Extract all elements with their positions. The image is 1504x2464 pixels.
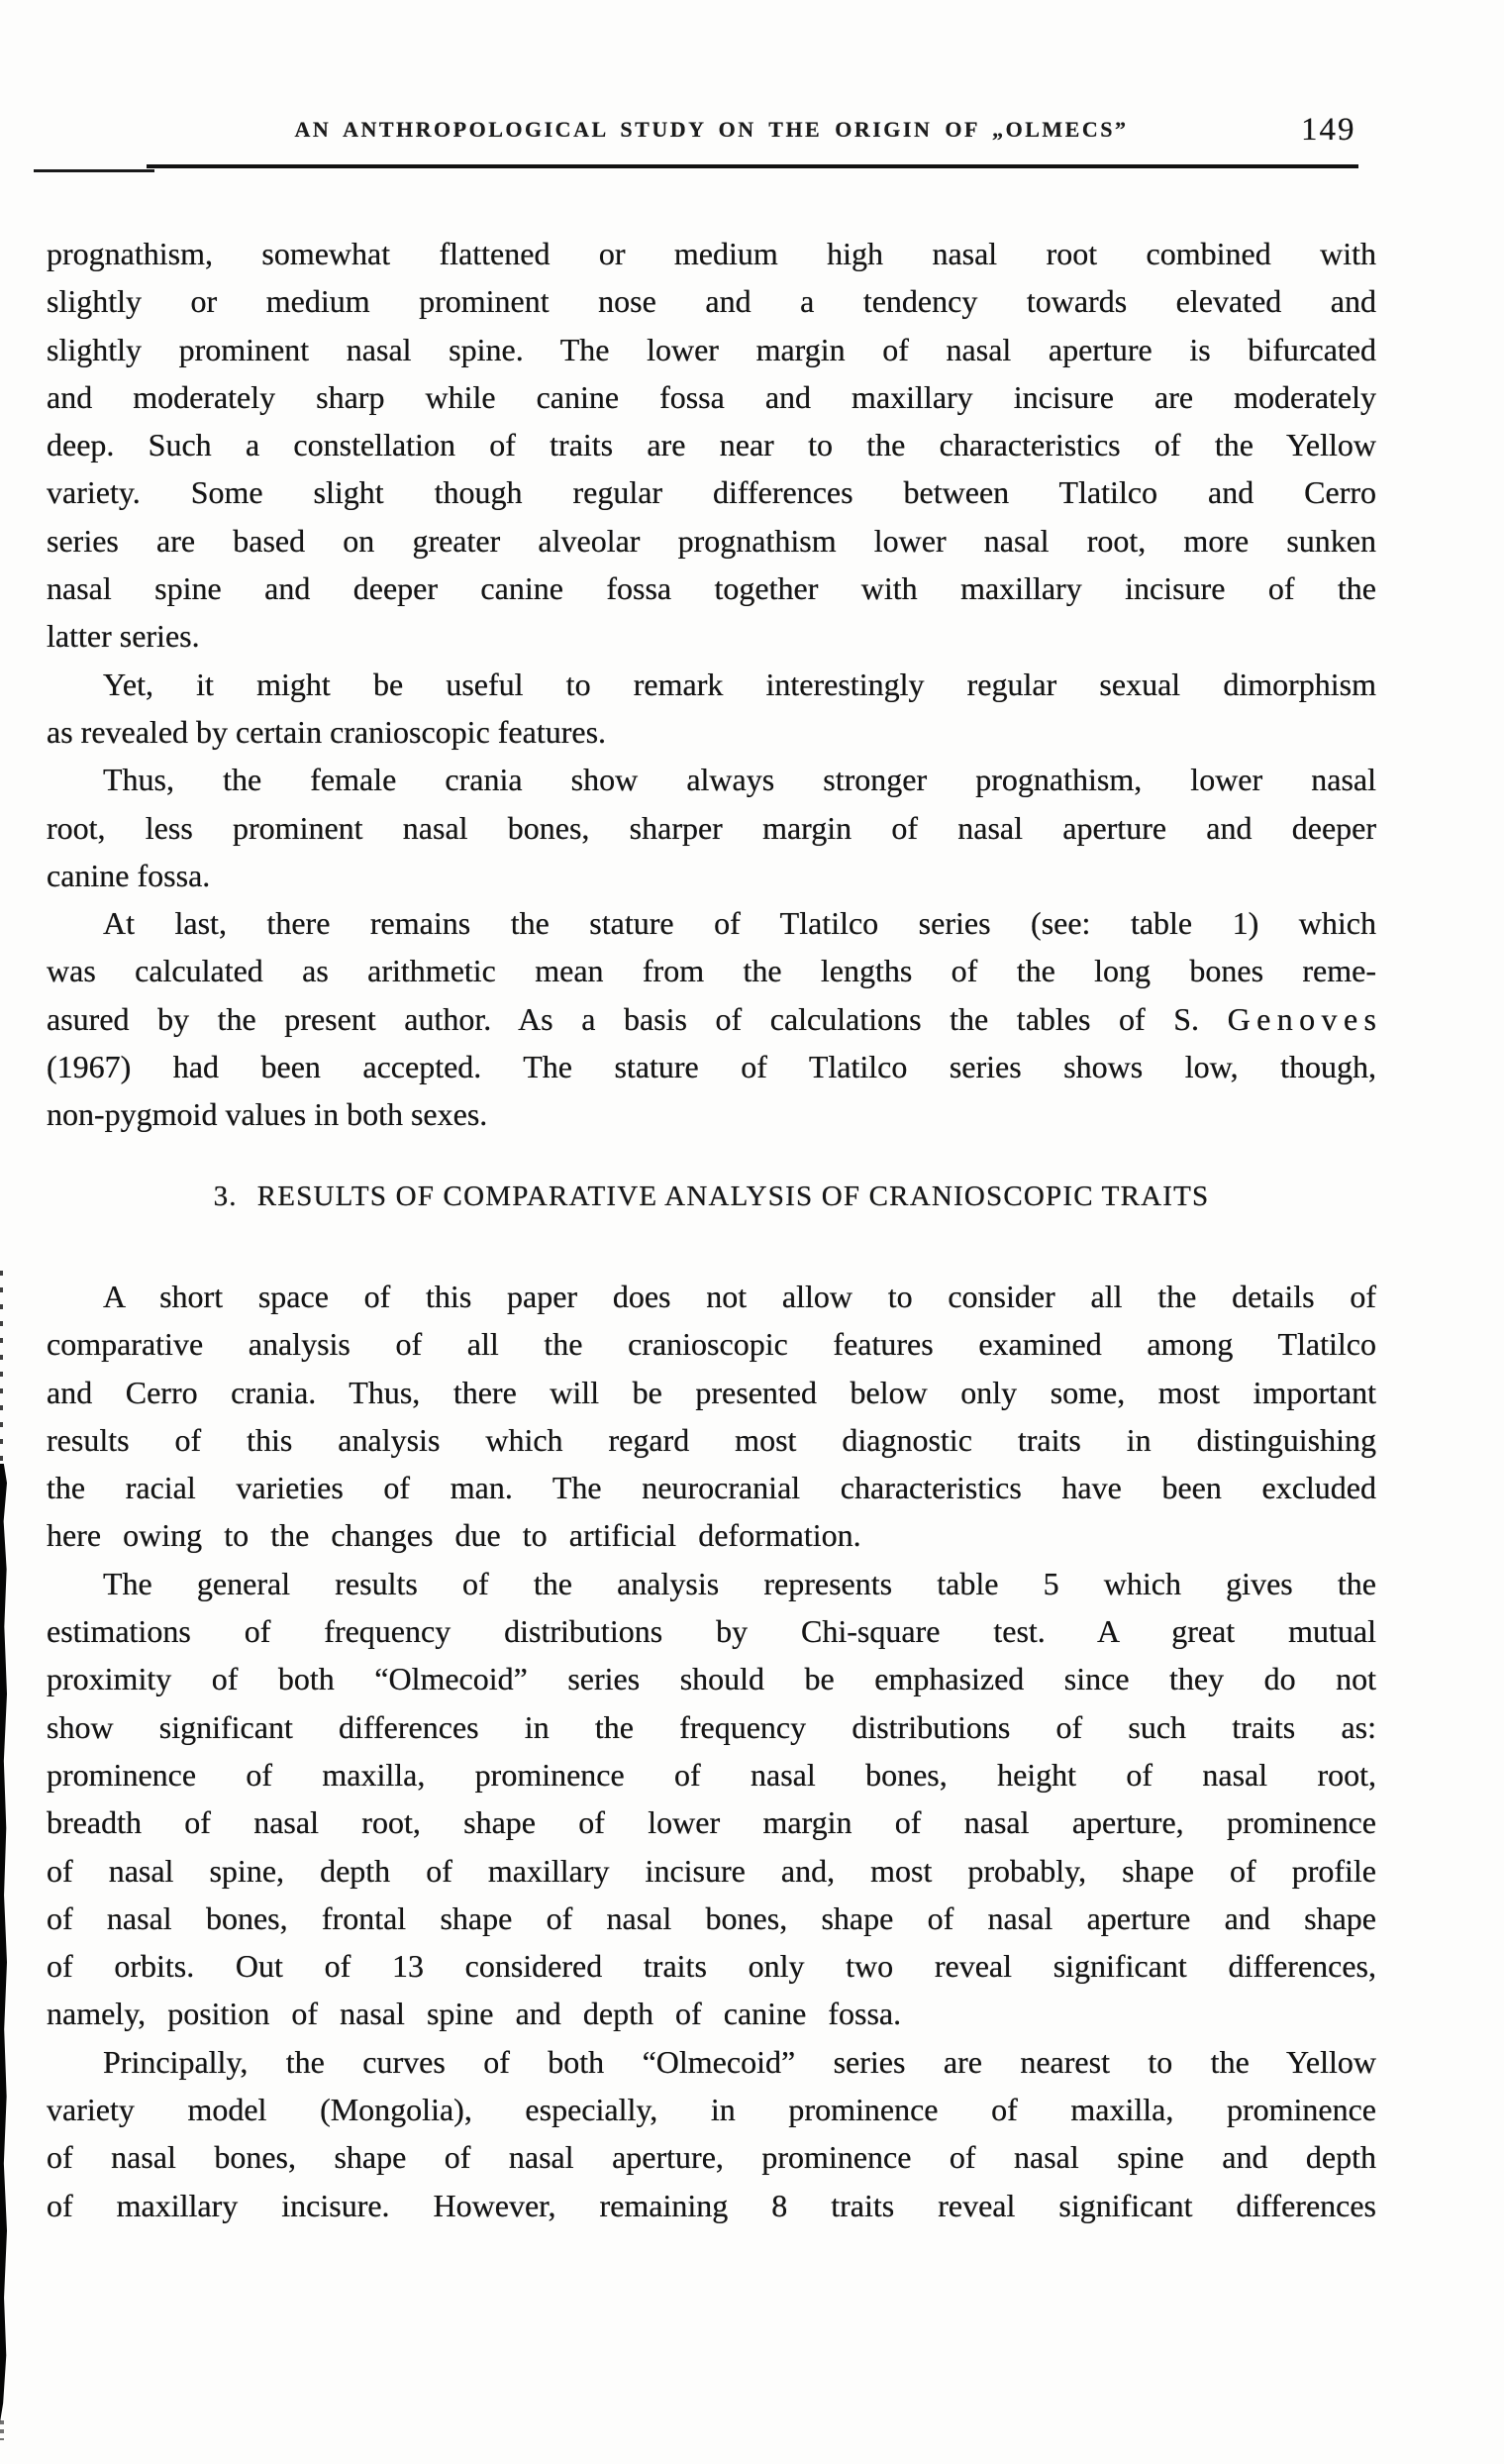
- text-line: latter series.: [47, 618, 200, 655]
- text-line: proximity of both “Olmecoid” series should be emphasized since they do not: [47, 1661, 1376, 1697]
- text-line: results of this analysis which regard most diagnostic traits in distinguishing: [47, 1421, 1376, 1458]
- text-line: prominence of maxilla, prominence of nasal bones, height of nasal root,: [47, 1756, 1376, 1793]
- text-line: of nasal bones, shape of nasal aperture, prominence of nasal spine and depth: [47, 2139, 1376, 2176]
- scan-artifact-specks: [0, 1271, 3, 1469]
- text-line: Principally, the curves of both “Olmecoid” series are nearest to the Yellow: [103, 2043, 1376, 2080]
- text-line: asured by the present author. As a basis of calculations the tables of S. G e n o v e s: [47, 1000, 1376, 1037]
- text-line: namely, position of nasal spine and depth of canine fossa.: [47, 1996, 902, 2032]
- text-line: of maxillary incisure. However, remaining 8 traits reveal significant differences: [47, 2187, 1376, 2223]
- text-line: At last, there remains the stature of Tlatilco series (see: table 1) which: [103, 905, 1376, 942]
- text-line: nasal spine and deeper canine fossa together with maxillary incisure of the: [47, 570, 1376, 607]
- paragraph: [47, 230, 1376, 661]
- text-line: A short space of this paper does not allow to consider all the details of: [103, 1279, 1376, 1314]
- text-line: root, less prominent nasal bones, sharper margin of nasal aperture and deeper: [47, 809, 1376, 846]
- header-rule: [147, 164, 1358, 168]
- paragraph: [47, 1273, 1376, 1560]
- text-line: non-pygmoid values in both sexes.: [47, 1096, 488, 1133]
- text-line: the racial varieties of man. The neurocranial characteristics have been excluded: [47, 1470, 1376, 1506]
- body-text-block-lower: [47, 1273, 1376, 2229]
- section-title: RESULTS OF COMPARATIVE ANALYSIS OF CRANIOSCOPIC TRAITS: [256, 1181, 1210, 1212]
- text-line: Yet, it might be useful to remark interestingly regular sexual dimorphism: [103, 666, 1376, 702]
- text-line: The general results of the analysis represents table 5 which gives the: [103, 1565, 1376, 1601]
- text-line: of nasal bones, frontal shape of nasal bones, shape of nasal aperture and shape: [47, 1899, 1376, 1936]
- paragraph: [47, 661, 1376, 757]
- text-line: as revealed by certain cranioscopic features.: [47, 713, 607, 750]
- text-line: Thus, the female crania show always stronger prognathism, lower nasal: [103, 762, 1376, 798]
- text-line: and Cerro crania. Thus, there will be presented below only some, most important: [47, 1374, 1376, 1410]
- section-number: 3.: [213, 1181, 238, 1212]
- text-line: of orbits. Out of 13 considered traits only two reveal significant differences,: [47, 1948, 1376, 1985]
- paragraph: [47, 756, 1376, 899]
- page-number: 149: [1301, 112, 1356, 148]
- text-line: deep. Such a constellation of traits are near to the characteristics of the Yellow: [47, 427, 1376, 463]
- text-line: comparative analysis of all the cranioscopic features examined among Tlatilco: [47, 1326, 1376, 1363]
- text-line: (1967) had been accepted. The stature of Tlatilco series shows low, though,: [47, 1049, 1376, 1085]
- text-line: canine fossa.: [47, 857, 211, 893]
- text-line: show significant differences in the frequency distributions of such traits as:: [47, 1708, 1376, 1745]
- text-line: prognathism, somewhat flattened or medium high nasal root combined with: [47, 236, 1376, 271]
- header-rule-left-segment: [34, 169, 154, 172]
- text-line: slightly prominent nasal spine. The lower margin of nasal aperture is bifurcated: [47, 331, 1376, 367]
- scan-artifact-bar-tail: [0, 2420, 4, 2440]
- text-line: variety model (Mongolia), especially, in prominence of maxilla, prominence: [47, 2092, 1376, 2128]
- text-line: slightly or medium prominent nose and a tendency towards elevated and: [47, 283, 1376, 320]
- text-line: series are based on greater alveolar prognathism lower nasal root, more sunken: [47, 522, 1376, 559]
- paragraph: [47, 1560, 1376, 2038]
- text-line: variety. Some slight though regular differences between Tlatilco and Cerro: [47, 474, 1376, 511]
- paragraph: [47, 899, 1376, 1138]
- scan-artifact-bar: [0, 1464, 7, 2422]
- text-line: breadth of nasal root, shape of lower margin of nasal aperture, prominence: [47, 1804, 1376, 1841]
- text-line: and moderately sharp while canine fossa and maxillary incisure are moderately: [47, 378, 1376, 415]
- section-heading: [47, 1181, 1376, 1213]
- paragraph: [47, 2038, 1376, 2229]
- running-head-title: AN ANTHROPOLOGICAL STUDY ON THE ORIGIN OF „OLMECS”: [294, 117, 1129, 142]
- text-line: was calculated as arithmetic mean from the lengths of the long bones reme-: [47, 953, 1376, 989]
- text-line: estimations of frequency distributions by Chi-square test. A great mutual: [47, 1613, 1376, 1650]
- text-line: of nasal spine, depth of maxillary incisure and, most probably, shape of profile: [47, 1852, 1376, 1889]
- text-line: here owing to the changes due to artificial deformation.: [47, 1517, 861, 1554]
- body-text-block-upper: [47, 230, 1376, 1139]
